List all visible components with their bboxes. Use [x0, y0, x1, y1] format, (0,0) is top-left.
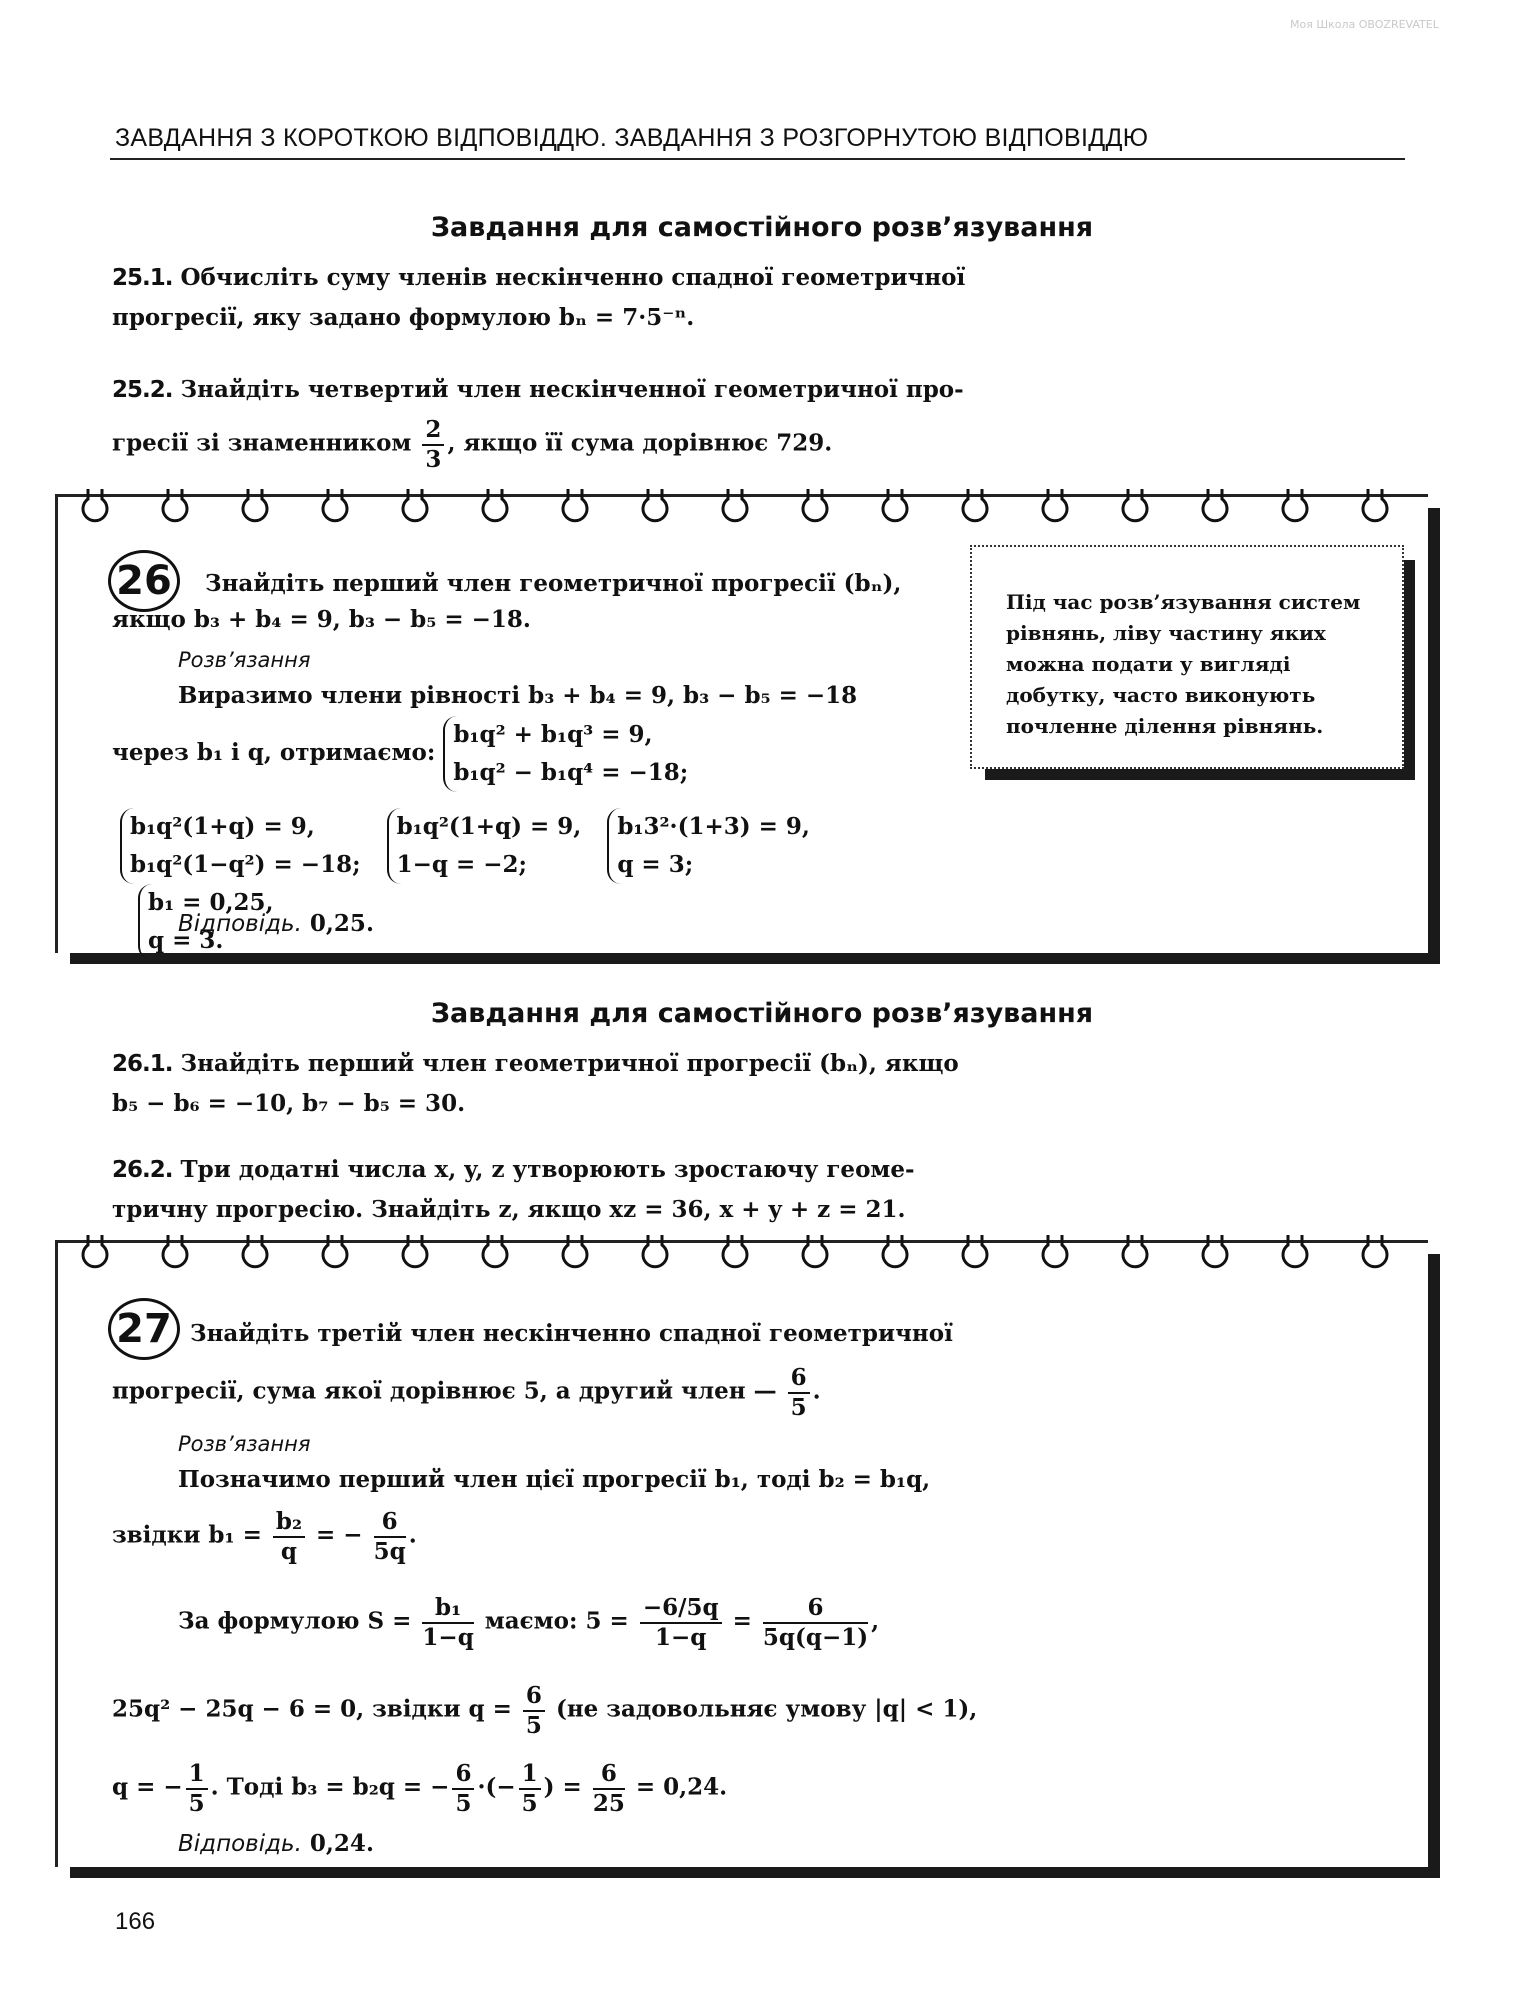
page-header: ЗАВДАННЯ З КОРОТКОЮ ВІДПОВІДДЮ. ЗАВДАННЯ З РОЗГОРНУТОЮ ВІДПОВІДДЮ [115, 124, 1149, 152]
example-26-statement [205, 564, 925, 604]
example-27-number [108, 1298, 180, 1360]
fraction-numerator: b₂ [273, 1508, 305, 1538]
solution-text: через b₁ і q, отримаємо: [112, 739, 436, 766]
fraction-denominator: 5q [373, 1537, 406, 1565]
fraction-numerator: 6 [763, 1594, 868, 1624]
hint-note [970, 545, 1404, 769]
statement-line: Знайдіть перший член геометричної прогресії (bₙ), [205, 570, 902, 597]
solution-text: маємо: 5 = [484, 1607, 629, 1635]
fraction-denominator: 5 [790, 1393, 807, 1421]
solution-line: Позначимо перший член цієї прогресії b₁, тоді b₂ = b₁q, [178, 1466, 931, 1493]
page-number: 166 [115, 1908, 156, 1935]
fraction [640, 1594, 722, 1651]
example-number: 27 [108, 1298, 180, 1360]
equation-system [443, 716, 688, 792]
fraction-numerator: 2 [422, 416, 444, 446]
spiral-rings-icon [58, 483, 1428, 527]
fraction [422, 1594, 473, 1651]
fraction [273, 1508, 305, 1565]
solution-text: . Тоді b₃ = b₂q = − [210, 1773, 450, 1801]
task-number: 26.1. [112, 1051, 173, 1077]
fraction-numerator: 6 [452, 1760, 474, 1790]
fraction-denominator: 5 [525, 1711, 542, 1739]
equation: q = 3. [148, 927, 224, 954]
fraction [523, 1682, 545, 1739]
section-title-2: Завдання для самостійного розв’язування [430, 998, 1094, 1029]
fraction-numerator: −6/5q [640, 1594, 722, 1624]
fraction [374, 1508, 406, 1565]
fraction-denominator: 25 [592, 1789, 625, 1817]
solution-text: ) = [543, 1773, 582, 1801]
fraction [763, 1594, 868, 1651]
fraction-numerator: 1 [186, 1760, 208, 1790]
solution-text: = [732, 1607, 752, 1635]
task-text: Знайдіть четвертий член нескінченної геометричної про- [180, 376, 964, 403]
answer-label: Відповідь. [178, 1831, 302, 1857]
fraction-denominator: 5 [188, 1789, 205, 1817]
fraction [788, 1364, 810, 1421]
solution-line: звідки b₁ = $\frac{\text{b₂}}{q}$ = − $\frac{6}{5q}$ . [112, 1508, 417, 1565]
task-26-2 [112, 1150, 1112, 1230]
equation: b₁q² + b₁q³ = 9, [453, 721, 653, 748]
task-text: Три додатні числа x, y, z утворюють зростаючу геоме- [180, 1156, 915, 1183]
equation-system [607, 808, 810, 884]
statement-line: прогресії, сума якої дорівнює 5, а другий член — [112, 1377, 777, 1405]
solution-text: За формулою S = [178, 1607, 412, 1635]
equation: b₁q²(1−q²) = −18; [130, 851, 361, 878]
solution-text: 25q² − 25q − 6 = 0, звідки q = [112, 1695, 512, 1723]
task-text: Обчисліть суму членів нескінченно спадної геометричної [180, 264, 966, 291]
answer-value: 0,25. [309, 910, 374, 937]
fraction-denominator: 5q(q−1) [762, 1623, 869, 1651]
example-number: 26 [108, 550, 180, 612]
fraction-denominator: 5 [521, 1789, 538, 1817]
task-text: тричну прогресію. Знайдіть z, якщо xz = 36, x + y + z = 21. [112, 1196, 906, 1223]
solution-line: За формулою S = $\frac{\text{b₁}}{1-q}$ маємо: 5 = $\frac{-6/5q}{1-q}$ = $\frac{6}{5q(q-1)}$ , [178, 1594, 880, 1651]
task-number: 25.2. [112, 377, 173, 403]
spiral-rings-icon [58, 1229, 1428, 1273]
fraction-numerator: 1 [519, 1760, 541, 1790]
fraction-numerator: b₁ [422, 1594, 473, 1624]
fraction-numerator: 6 [593, 1760, 625, 1790]
section-title-1: Завдання для самостійного розв’язування [430, 212, 1094, 243]
equation: b₁q²(1+q) = 9, [130, 813, 315, 840]
solution-text: = − [316, 1521, 363, 1549]
task-text: , якщо її сума дорівнює 729. [447, 429, 833, 457]
answer [178, 1824, 374, 1864]
example-27-statement: Знайдіть третій член нескінченно спадної геометричної [190, 1320, 953, 1347]
equation-system [120, 808, 361, 884]
equation: 1−q = −2; [396, 851, 527, 878]
solution-line [112, 1760, 727, 1817]
task-25-1 [112, 258, 1112, 338]
solution-text: звідки b₁ = [112, 1521, 262, 1549]
example-26-statement-2: якщо b₃ + b₄ = 9, b₃ − b₅ = −18. [112, 606, 531, 633]
answer-label: Відповідь. [178, 911, 302, 937]
task-text: прогресії, яку задано формулою bₙ = 7·5⁻ⁿ. [112, 304, 695, 331]
fraction [186, 1760, 208, 1817]
task-text: b₅ − b₆ = −10, b₇ − b₅ = 30. [112, 1090, 466, 1117]
fraction-denominator: 1−q [422, 1623, 474, 1651]
equation: b₁3²·(1+3) = 9, [617, 813, 810, 840]
fraction [519, 1760, 541, 1817]
fraction-denominator: 5 [455, 1789, 472, 1817]
fraction-numerator: 6 [788, 1364, 810, 1394]
header-rule [110, 158, 1405, 160]
equation-system [387, 808, 582, 884]
fraction-denominator: q [280, 1537, 297, 1565]
solution-line: Виразимо члени рівності b₃ + b₄ = 9, b₃ − b₅ = −18 [178, 682, 858, 709]
fraction-numerator: 6 [374, 1508, 406, 1538]
solution-label: Розв’язання [178, 1432, 311, 1456]
answer-value: 0,24. [309, 1830, 374, 1857]
solution-text: = 0,24. [635, 1773, 728, 1801]
solution-line [112, 1682, 977, 1739]
task-number: 26.2. [112, 1157, 173, 1183]
fraction-denominator: 3 [425, 445, 442, 473]
task-text: гресії зі знаменником [112, 429, 412, 457]
solution-text: (не задовольняє умову |q| < 1), [555, 1695, 978, 1723]
task-text: Знайдіть перший член геометричної прогресії (bₙ), якщо [180, 1050, 959, 1077]
equation: b₁q²(1+q) = 9, [396, 813, 582, 840]
watermark-school: Моя Школа [1290, 18, 1356, 31]
note-text: Під час розв’язування систем рівнянь, ліву частину яких можна подати у вигляді добутку, часто виконують почленне ділення рівнянь. [1006, 590, 1361, 738]
fraction [422, 416, 444, 473]
watermark-obozrevatel: OBOZREVATEL [1358, 18, 1439, 31]
answer [178, 904, 374, 944]
solution-label: Розв’язання [178, 648, 311, 672]
solution-line [112, 716, 688, 792]
task-number: 25.1. [112, 265, 173, 291]
example-27-statement-2: прогресії, сума якої дорівнює 5, а другий член — $\frac{6}{5}$ . [112, 1364, 821, 1421]
solution-text: ·(− [477, 1773, 516, 1801]
task-25-2 [112, 370, 1112, 473]
solution-text: q = − [112, 1773, 183, 1801]
watermark [1290, 18, 1439, 31]
equation: q = 3; [617, 851, 694, 878]
task-26-1 [112, 1044, 1112, 1124]
fraction-numerator: 6 [523, 1682, 545, 1712]
equation: b₁q² − b₁q⁴ = −18; [453, 759, 689, 786]
fraction [452, 1760, 474, 1817]
fraction [593, 1760, 625, 1817]
fraction-denominator: 1−q [655, 1623, 707, 1651]
equation: b₁ = 0,25, [148, 889, 274, 916]
